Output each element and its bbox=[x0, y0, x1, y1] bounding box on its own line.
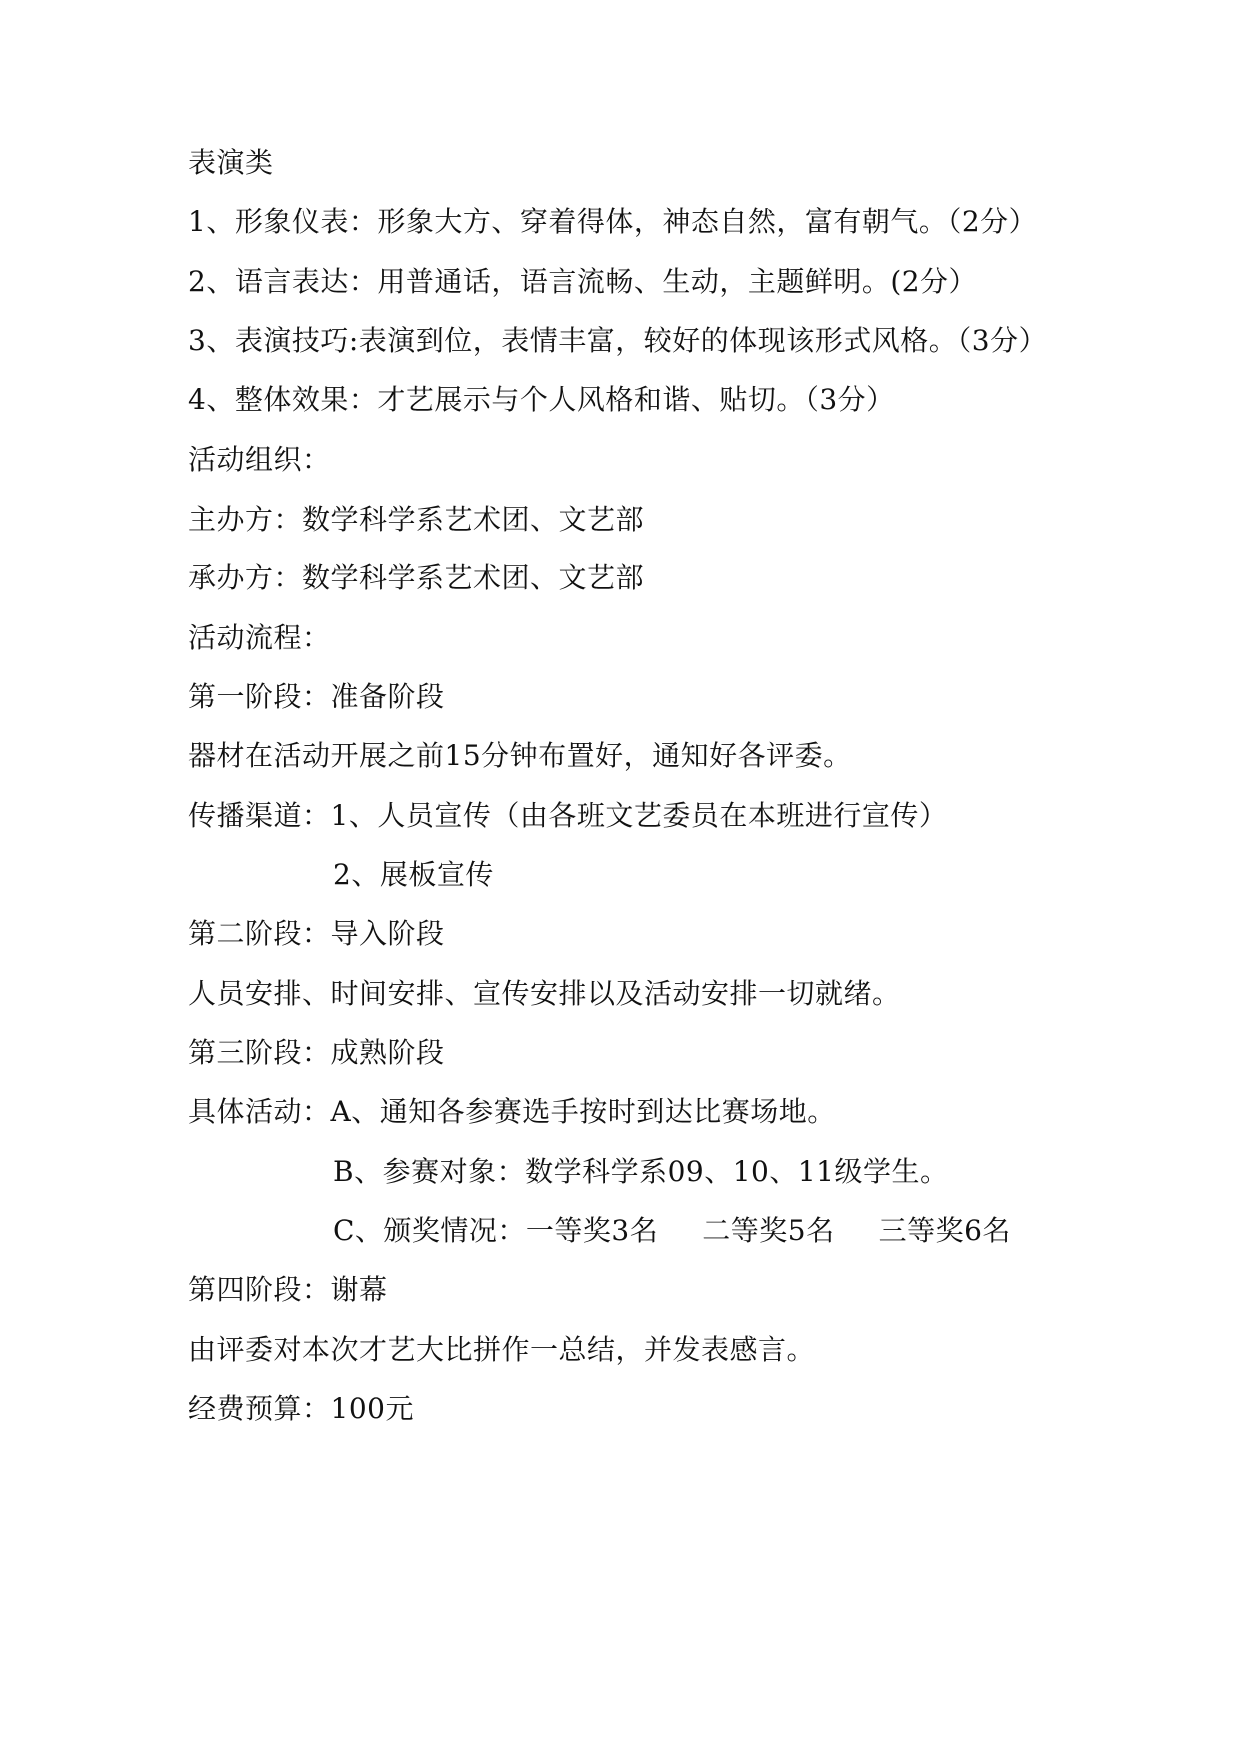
organization-heading: 活动组织： bbox=[188, 443, 331, 476]
criterion-3: 3、表演技巧:表演到位，表情丰富，较好的体现该形式风格。（3分） bbox=[188, 324, 1048, 357]
stage1-title: 第一阶段：准备阶段 bbox=[188, 680, 445, 713]
channels-line-1: 传播渠道：1、人员宣传（由各班文艺委员在本班进行宣传） bbox=[188, 799, 948, 832]
stage4-title: 第四阶段：谢幕 bbox=[188, 1273, 388, 1306]
award-third: 三等奖6名 bbox=[878, 1214, 1011, 1247]
award-second: 二等奖5名 bbox=[702, 1214, 835, 1247]
criterion-4: 4、整体效果：才艺展示与个人风格和谐、贴切。（3分） bbox=[188, 383, 895, 416]
stage3-title: 第三阶段：成熟阶段 bbox=[188, 1036, 445, 1069]
process-heading: 活动流程： bbox=[188, 621, 331, 654]
criterion-1: 1、形象仪表：形象大方、穿着得体，神态自然，富有朝气。（2分） bbox=[188, 205, 1038, 238]
award-first: C、颁奖情况：一等奖3名 bbox=[333, 1214, 659, 1247]
organizer-line: 承办方：数学科学系艺术团、文艺部 bbox=[188, 561, 645, 594]
activity-c bbox=[333, 1211, 1011, 1251]
stage4-text: 由评委对本次才艺大比拼作一总结，并发表感言。 bbox=[188, 1333, 816, 1366]
stage2-title: 第二阶段：导入阶段 bbox=[188, 917, 445, 950]
section-title: 表演类 bbox=[188, 146, 274, 179]
activity-a: 具体活动：A、通知各参赛选手按时到达比赛场地。 bbox=[188, 1095, 836, 1128]
stage1-text: 器材在活动开展之前15分钟布置好，通知好各评委。 bbox=[188, 739, 852, 772]
activity-b: B、参赛对象：数学科学系09、10、11级学生。 bbox=[333, 1155, 949, 1188]
channels-line-2: 2、展板宣传 bbox=[333, 858, 494, 891]
criterion-2: 2、语言表达：用普通话，语言流畅、生动，主题鲜明。(2分） bbox=[188, 265, 978, 298]
stage2-text: 人员安排、时间安排、宣传安排以及活动安排一切就绪。 bbox=[188, 977, 901, 1010]
host-line: 主办方：数学科学系艺术团、文艺部 bbox=[188, 503, 645, 536]
budget-line: 经费预算：100元 bbox=[188, 1392, 414, 1425]
